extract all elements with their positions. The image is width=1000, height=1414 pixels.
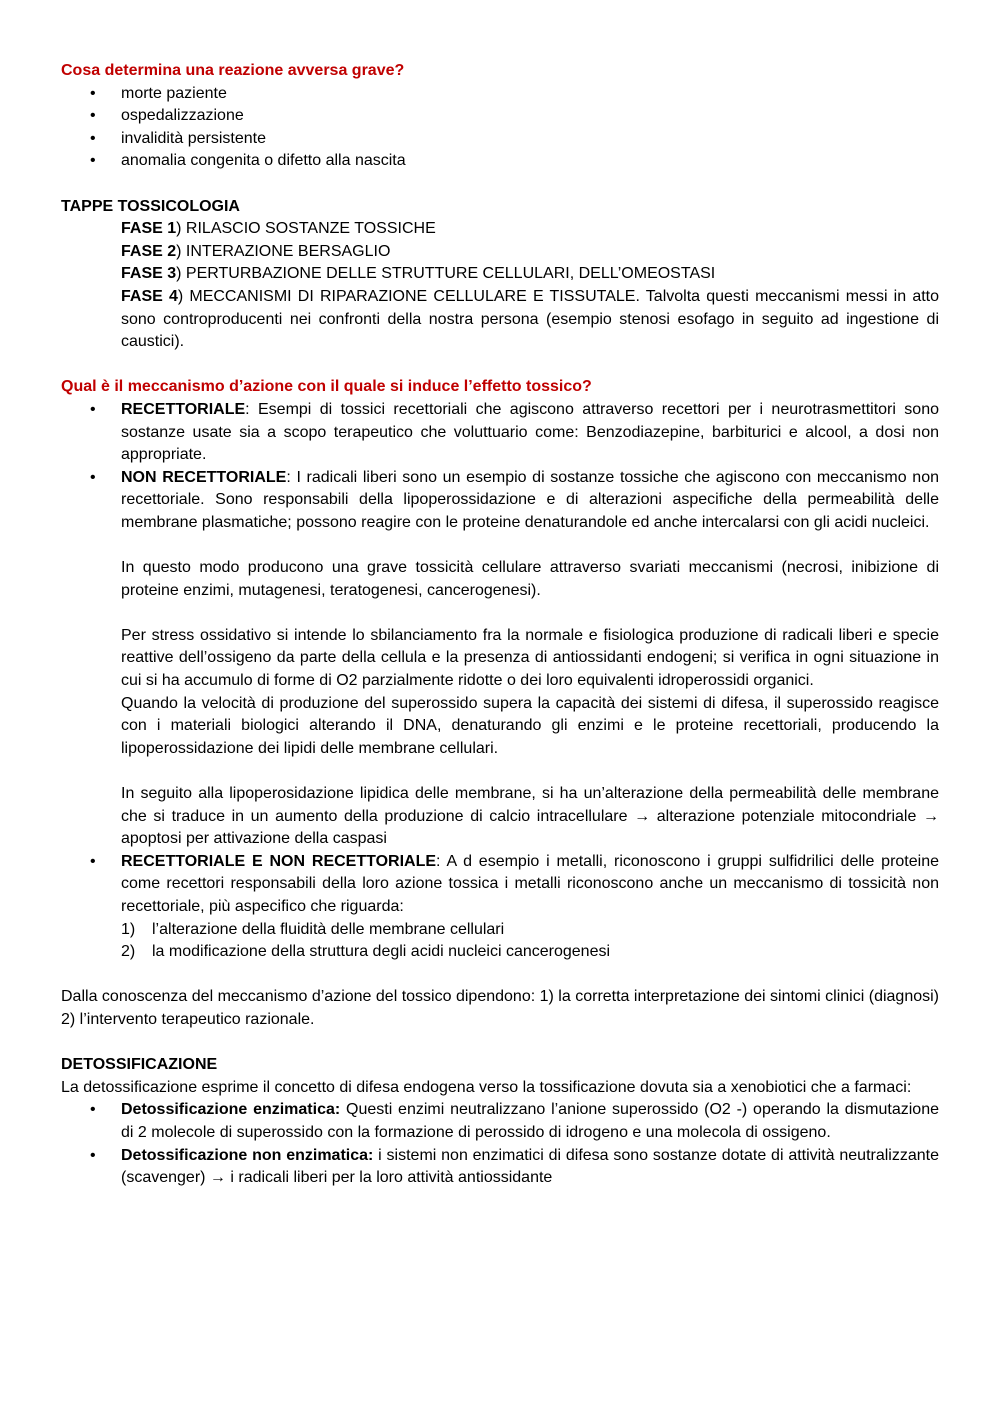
phase-list xyxy=(61,218,939,354)
numbered-item: 2) la modificazione della struttura degli acidi nucleici cancerogenesi xyxy=(121,943,611,961)
phase-item: FASE 3) PERTURBAZIONE DELLE STRUTTURE CELLULARI, DELL’OMEOSTASI xyxy=(121,265,716,283)
bullet-list xyxy=(61,83,939,173)
list-item: • RECETTORIALE E NON RECETTORIALE: A d esempio i metalli, riconoscono i gruppi sulfidrilici delle proteine come recettori responsabili della loro azione tossica i metalli riconoscono anche un meccanismo di tossicità non recettoriale, più aspecifico che riguarda: xyxy=(90,852,940,915)
paragraph: Dalla conoscenza del meccanismo d’azione del tossico dipendono: 1) la corretta interpretazione dei sintomi clinici (diagnosi) 2) l’intervento terapeutico razionale. xyxy=(61,988,939,1028)
paragraph: In questo modo producono una grave tossicità cellulare attraverso svariati meccanismi (necrosi, inibizione di proteine enzimi, mutagenesi, teratogenesi, cancerogenesi). xyxy=(121,559,939,599)
bullet-icon: • xyxy=(90,152,96,170)
paragraph: La detossificazione esprime il concetto di difesa endogena verso la tossificazione dovuta sia a xenobiotici che a farmaci: xyxy=(61,1078,912,1096)
list-item: • Detossificazione enzimatica: Questi enzimi neutralizzano l’anione superossido (O2 -) operando la dismutazione di 2 molecole di superossido con la formazione di perossido di idrogeno e una molecola di ossigeno. xyxy=(90,1101,939,1141)
list-item: • anomalia congenita o difetto alla nascita xyxy=(61,150,939,173)
bullet-list xyxy=(61,399,939,919)
question-heading: Cosa determina una reazione avversa grave? xyxy=(61,62,405,79)
list-item: • NON RECETTORIALE: I radicali liberi sono un esempio di sostanze tossiche che agiscono con meccanismo non recettoriale. Sono responsabili della lipoperossidazione e di alterazioni aspecifiche della permeabilità delle membrane plasmatiche; possono reagire con le proteine denaturandole ed anche intercalarsi con gli acidi nucleici. In questo modo producono una grave tossicità cellulare attraverso svariati meccanismi (necrosi, inibizione di proteine enzimi, mutagenesi, teratogenesi, cancerogenesi). Per stress ossidativo si intende lo sbilanciamento fra la normale e fisiologica produzione di radicali liberi e specie reattive dell’ossigeno da parte della cellula e la presenza di antiossidanti endogeni; si verifica in ogni situazione in cui si ha accumulo di forme di O2 parzialmente ridotte o dei loro equivalenti idroperossidi organici. Quando la velocità di produzione del superossido supera la capacità dei sistemi di difesa, il superossido reagisce con i materiali biologici alterando il DNA, denaturando gli enzimi e le proteine recettoriali, producendo la lipoperossidazione dei lipidi delle membrane cellulari. In seguito alla lipoperosidazione lipidica delle membrane, si ha un’alterazione della permeabilità delle membrane che si traduce in un aumento della produzione di calcio intracellulare → alterazione potenziale mitocondriale → apoptosi per attivazione della caspasi xyxy=(61,467,939,851)
section-heading: TAPPE TOSSICOLOGIA xyxy=(61,197,240,215)
list-item: • RECETTORIALE: Esempi di tossici recettoriali che agiscono attraverso recettori per i neurotrasmettitori sono sostanze usate sia a scopo terapeutico che voluttuario come: Benzodiazepine, barbiturici e alcool, a dosi non appropriate. xyxy=(90,400,939,464)
phase-item: FASE 2) INTERAZIONE BERSAGLIO xyxy=(121,242,391,260)
numbered-list xyxy=(61,919,939,964)
list-item: • Detossificazione non enzimatica: i sistemi non enzimatici di difesa sono sostanze dotate di attività neutralizzante (scavenger) → i radicali liberi per la loro attività antiossidante xyxy=(90,1146,940,1187)
bullet-icon: • xyxy=(90,1101,96,1119)
paragraph: Per stress ossidativo si intende lo sbilanciamento fra la normale e fisiologica produzione di radicali liberi e specie reattive dell’ossigeno da parte della cellula e la presenza di antiossidanti endogeni; si verifica in ogni situazione in cui si ha accumulo di forme di O2 parzialmente ridotte o dei loro equivalenti idroperossidi organici. xyxy=(121,626,939,690)
phase-item: FASE 1) RILASCIO SOSTANZE TOSSICHE xyxy=(121,220,436,238)
bullet-icon: • xyxy=(90,129,96,147)
numbered-item: 1) l’alterazione della fluidità delle membrane cellulari xyxy=(121,920,505,938)
bullet-icon: • xyxy=(90,84,96,102)
list-item: • ospedalizzazione xyxy=(61,105,939,128)
bullet-list xyxy=(61,1099,939,1189)
document-page xyxy=(61,60,939,1190)
bullet-icon: • xyxy=(90,1146,96,1164)
bullet-icon: • xyxy=(90,468,96,486)
paragraph: In seguito alla lipoperosidazione lipidica delle membrane, si ha un’alterazione della permeabilità delle membrane che si traduce in un aumento della produzione di calcio intracellulare → alterazione potenziale mitocondriale → apoptosi per attivazione della caspasi xyxy=(121,785,939,848)
question-heading: Qual è il meccanismo d’azione con il quale si induce l’effetto tossico? xyxy=(61,378,592,396)
section-heading: DETOSSIFICAZIONE xyxy=(61,1056,218,1074)
list-item: • morte paziente xyxy=(61,83,939,106)
phase-item: FASE 4) MECCANISMI DI RIPARAZIONE CELLULARE E TISSUTALE. Talvolta questi meccanismi messi in atto sono controproducenti nei confronti della nostra persona (esempio stenosi esofago in seguito ad ingestione di caustici). xyxy=(121,287,940,351)
bullet-icon: • xyxy=(90,107,96,125)
list-item: • invalidità persistente xyxy=(61,128,939,151)
bullet-icon: • xyxy=(90,400,96,418)
paragraph: Quando la velocità di produzione del superossido supera la capacità dei sistemi di difesa, il superossido reagisce con i materiali biologici alterando il DNA, denaturando gli enzimi e le proteine recettoriali, producendo la lipoperossidazione dei lipidi delle membrane cellulari. xyxy=(121,694,939,757)
bullet-icon: • xyxy=(90,852,96,870)
